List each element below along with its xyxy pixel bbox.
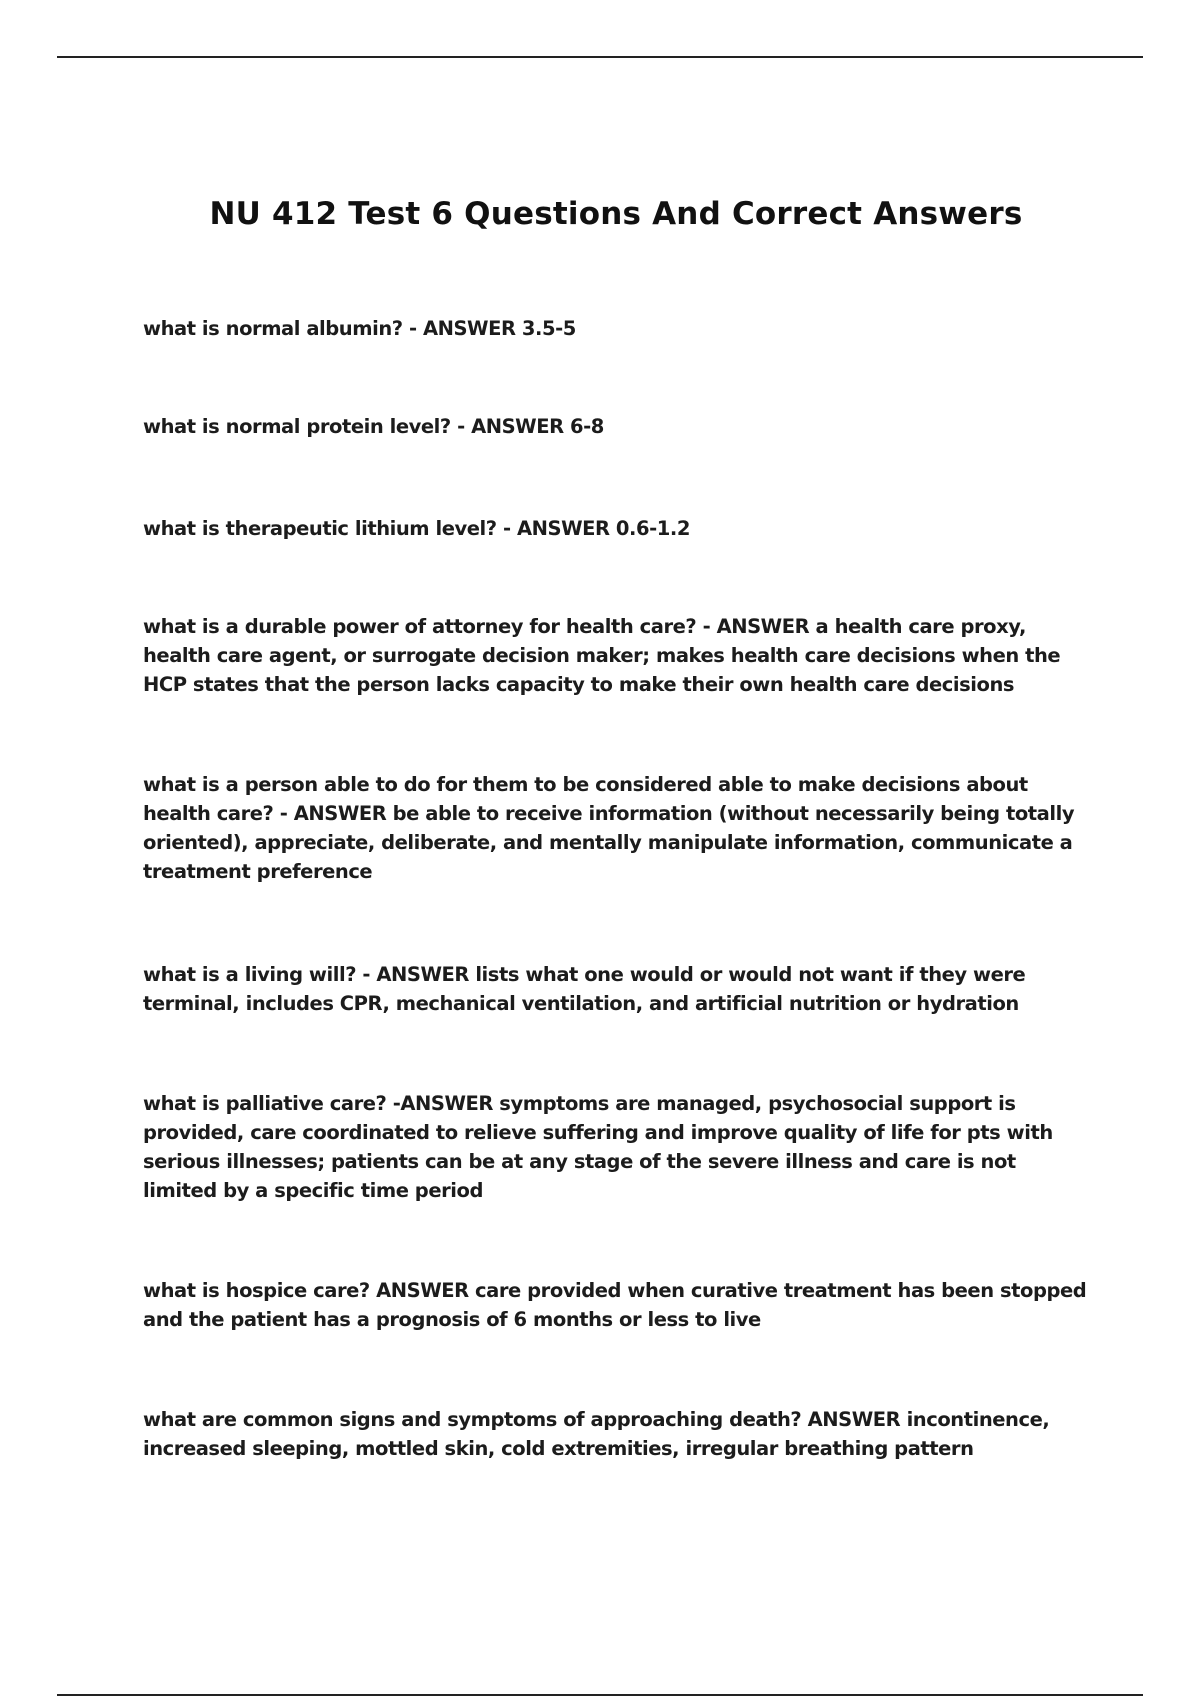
qa-item-lithium: what is therapeutic lithium level? - ANSWER 0.6-1.2 (143, 517, 690, 540)
qa-item-signs-of-approaching-death: what are common signs and symptoms of approaching death? ANSWER incontinence, increased sleeping, mottled skin, cold extremities, irregular breathing pattern (143, 1408, 1050, 1460)
qa-item-living-will: what is a living will? - ANSWER lists what one would or would not want if they were terminal, includes CPR, mechanical ventilation, and artificial nutrition or hydration (143, 963, 1026, 1015)
qa-item-albumin: what is normal albumin? - ANSWER 3.5-5 (143, 317, 576, 340)
qa-item-hospice-care: what is hospice care? ANSWER care provided when curative treatment has been stopped and the patient has a prognosis of 6 months or less to live (143, 1279, 1087, 1331)
header-rule (57, 56, 1143, 58)
qa-item-decision-capacity: what is a person able to do for them to be considered able to make decisions about health care? - ANSWER be able to receive information (without necessarily being totally oriented), appreciate, deliberate, and mentally manipulate information, communicate a treatment preference (143, 773, 1075, 883)
qa-item-palliative-care: what is palliative care? -ANSWER symptoms are managed, psychosocial support is provided, care coordinated to relieve suffering and improve quality of life for pts with serious illnesses; patients can be at any stage of the severe illness and care is not limited by a specific time period (143, 1092, 1053, 1202)
document-title: NU 412 Test 6 Questions And Correct Answers (209, 196, 1023, 232)
qa-item-durable-power-of-attorney: what is a durable power of attorney for health care? - ANSWER a health care proxy, health care agent, or surrogate decision maker; makes health care decisions when the HCP states that the person lacks capacity to make their own health care decisions (143, 615, 1061, 696)
footer-rule (57, 1694, 1143, 1696)
qa-item-protein: what is normal protein level? - ANSWER 6-8 (143, 415, 604, 438)
